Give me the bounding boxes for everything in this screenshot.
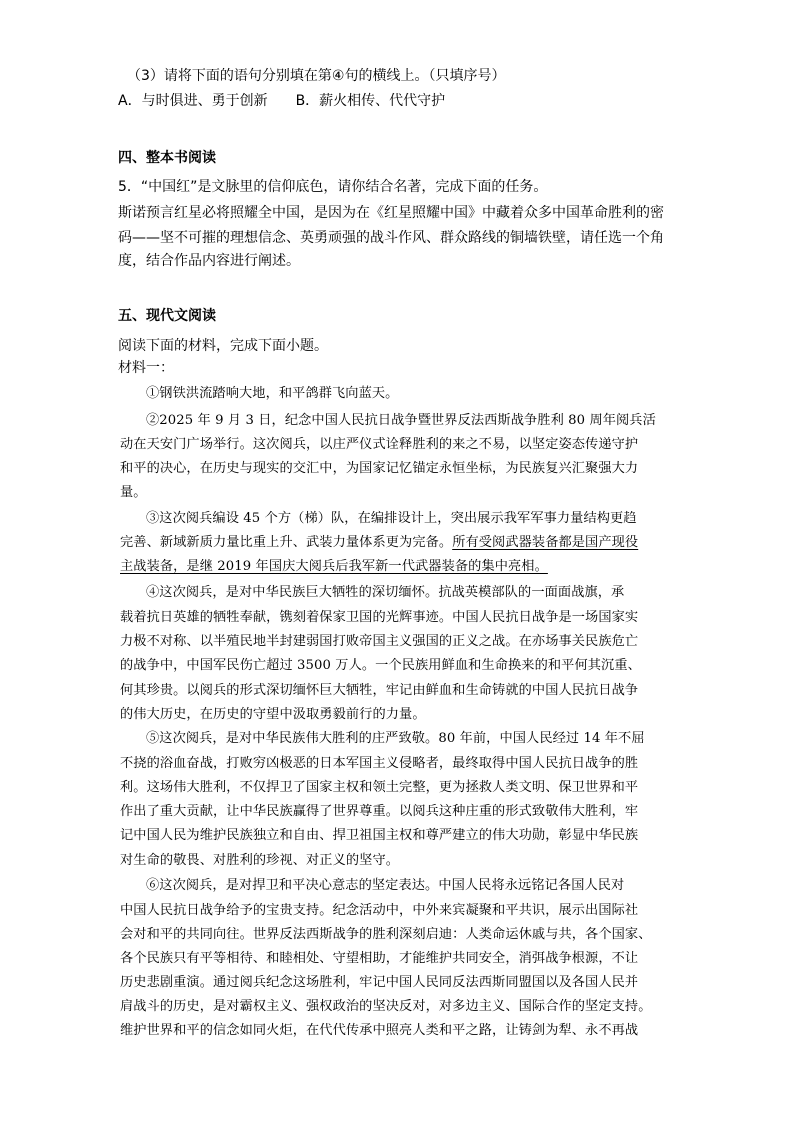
- paragraph-2-line: 和平的决心，在历史与现实的交汇中，为国家记忆锚定永恒坐标，为民族复兴汇聚强大力: [120, 461, 639, 476]
- paragraph-2-line: 量。: [120, 485, 147, 500]
- paragraph-6-line: ⑥这次阅兵，是对捍卫和平决心意志的坚定表达。中国人民将永远铭记各国人民对: [146, 878, 625, 893]
- underlined-sentence: 主战装备，是继 2019 年国庆大阅兵后我军新一代武器装备的集中亮相。: [120, 559, 548, 574]
- underlined-sentence: 所有受阅武器装备都是国产现役: [452, 535, 639, 550]
- q5-line-3: 码——坚不可摧的理想信念、英勇顽强的战斗作风、群众路线的铜墙铁壁，请任选一个角: [118, 230, 664, 246]
- paragraph-5-line: ⑤这次阅兵，是对中华民族伟大胜利的庄严致敬。80 年前，中国人民经过 14 年不屈: [146, 731, 645, 746]
- reading-intro: 阅读下面的材料，完成下面小题。: [118, 338, 328, 354]
- paragraph-4-line: 何其珍贵。以阅兵的形式深切缅怀巨大牺牲，牢记由鲜血和生命铸就的中国人民抗日战争: [120, 683, 639, 698]
- section-4-heading: 四、整本书阅读: [118, 150, 216, 166]
- q5-line-2: 斯诺预言红星必将照耀全中国，是因为在《红星照耀中国》中藏着众多中国革命胜利的密: [118, 205, 664, 221]
- paragraph-5-line: 作出了重大贡献，让中华民族赢得了世界尊重。以阅兵这种庄重的形式致敬伟大胜利，牢: [120, 804, 639, 819]
- paragraph-3-line: ③这次阅兵编设 45 个方（梯）队，在编排设计上，突出展示我军军事力量结构更趋: [146, 511, 637, 526]
- paragraph-5-line: 对生命的敬畏、对胜利的珍视、对正义的坚守。: [120, 853, 400, 868]
- paragraph-2-line: 动在天安门广场举行。这次阅兵，以庄严仪式诠释胜利的来之不易，以坚定姿态传递守护: [120, 437, 639, 452]
- paragraph-3-line: [120, 557, 548, 577]
- paragraph-2-line: ②2025 年 9 月 3 日，纪念中国人民抗日战争暨世界反法西斯战争胜利 80 周年阅兵活: [146, 413, 656, 428]
- question-3-options: A．与时俱进、勇于创新 B．薪火相传、代代守护: [118, 93, 446, 109]
- q5-line-1: 5．“中国红”是文脉里的信仰底色，请你结合名著，完成下面的任务。: [118, 179, 548, 195]
- paragraph-5-line: 记中国人民为维护民族独立和自由、捍卫祖国主权和尊严建立的伟大功勋，彰显中华民族: [120, 828, 639, 843]
- paragraph-6-line: 各个民族只有平等相待、和睦相处、守望相助，才能维护共同安全，消弭战争根源，不让: [120, 951, 639, 966]
- material-1-label: 材料一：: [118, 360, 174, 376]
- section-5-heading: 五、现代文阅读: [118, 308, 216, 324]
- paragraph-5-line: 利。这场伟大胜利，不仅捍卫了国家主权和领土完整，更为拯救人类文明、保卫世界和平: [120, 780, 639, 795]
- question-3-prompt: （3）请将下面的语句分别填在第④句的横线上。（只填序号）: [127, 68, 506, 84]
- paragraph-6-line: 会对和平的共同向往。世界反法西斯战争的胜利深刻启迪：人类命运休戚与共，各个国家、: [120, 927, 652, 942]
- paragraph-6-line: 中国人民抗日战争给予的宝贵支持。纪念活动中，中外来宾凝聚和平共识，展示出国际社: [120, 903, 639, 918]
- paragraph-4-line: 的战争中，中国军民伤亡超过 3500 万人。一个民族用鲜血和生命换来的和平何其沉重、: [120, 658, 641, 673]
- paragraph-5-line: 不挠的浴血奋战，打败穷凶极恶的日本军国主义侵略者，最终取得中国人民抗日战争的胜: [120, 756, 639, 771]
- paragraph-4-line: 力极不对称、以半殖民地半封建弱国打败帝国主义强国的正义之战。在亦场事关民族危亡: [120, 634, 639, 649]
- paragraph-4-line: 的伟大历史，在历史的守望中汲取勇毅前行的力量。: [120, 707, 426, 722]
- paragraph-3-line: [120, 533, 638, 553]
- paragraph-6-line: 历史悲剧重演。通过阅兵纪念这场胜利，牢记中国人民同反法西斯同盟国以及各国人民并: [120, 975, 639, 990]
- paragraph-4-line: 载着抗日英雄的牺牲奉献，镌刻着保家卫国的光辉事迹。中国人民抗日战争是一场国家实: [120, 610, 639, 625]
- paragraph-4-line: ④这次阅兵，是对中华民族巨大牺牲的深切缅怀。抗战英模部队的一面面战旗，承: [146, 585, 625, 600]
- paragraph-6-line: 维护世界和平的信念如同火炬，在代代传承中照亮人类和平之路，让铸剑为犁、永不再战: [120, 1023, 639, 1038]
- q5-line-4: 度，结合作品内容进行阐述。: [118, 253, 300, 269]
- paragraph-6-line: 肩战斗的历史，是对霸权主义、强权政治的坚决反对，对多边主义、国际合作的坚定支持。: [120, 999, 652, 1014]
- paragraph-1: ①钢铁洪流踏响大地，和平鸽群飞向蓝天。: [146, 386, 399, 401]
- paragraph-3-text: 完善、新域新质力量比重上升、武装力量体系更为完备。: [120, 535, 453, 550]
